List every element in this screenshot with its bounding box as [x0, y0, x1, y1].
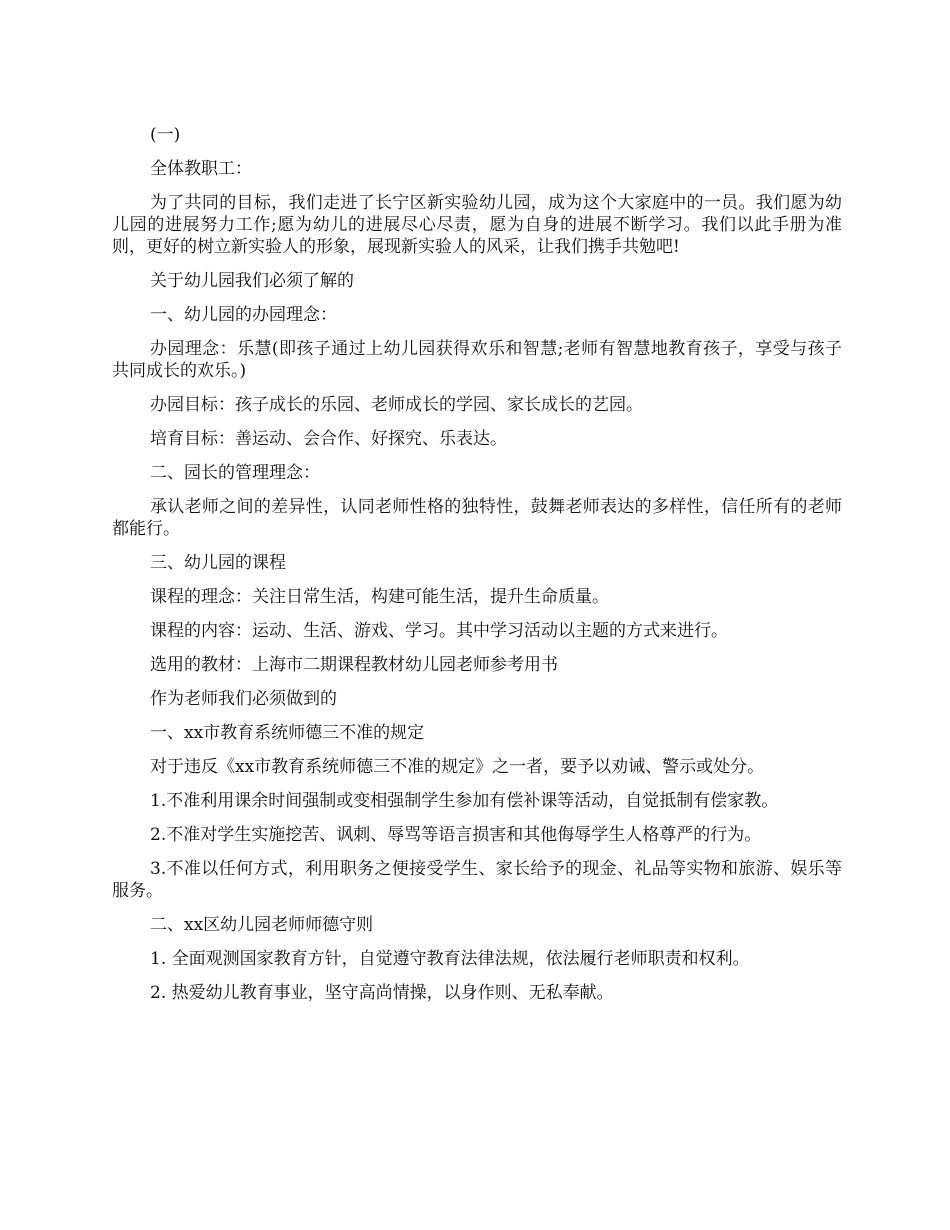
rule-item-1: 1.不准利用课余时间强制或变相强制学生参加有偿补课等活动，自觉抵制有偿家教。 [150, 791, 779, 811]
rule-item-3: 3.不准以任何方式，利用职务之便接受学生、家长给予的现金、礼品等实物和旅游、娱乐等服务。 [112, 859, 842, 901]
heading-ethics-code: 二、xx区幼儿园老师师德守则 [150, 915, 374, 935]
document-body [112, 124, 842, 1016]
heading-teacher-duties: 作为老师我们必须做到的 [150, 689, 337, 709]
intro-paragraph: 为了共同的目标，我们走进了长宁区新实验幼儿园，成为这个大家庭中的一员。我们愿为幼儿园的进展努力工作;愿为幼儿的进展尽心尽责，愿为自身的进展不断学习。我们以此手册为准则，更好的树立新实验人的形象，展现新实验人的风采，让我们携手共勉吧! [112, 193, 842, 257]
heading-kindergarten-knowledge: 关于幼儿园我们必须了解的 [150, 271, 354, 291]
paragraph-management: 承认老师之间的差异性，认同老师性格的独特性，鼓舞老师表达的多样性，信任所有的老师都能行。 [112, 497, 842, 539]
paragraph-philosophy: 办园理念：乐慧(即孩子通过上幼儿园获得欢乐和智慧;老师有智慧地教育孩子，享受与孩子共同成长的欢乐。) [112, 339, 842, 381]
paragraph-textbook: 选用的教材：上海市二期课程教材幼儿园老师参考用书 [150, 655, 558, 675]
heading-three-prohibitions: 一、xx市教育系统师德三不准的规定 [150, 723, 425, 743]
heading-philosophy: 一、幼儿园的办园理念： [150, 305, 337, 325]
heading-curriculum: 三、幼儿园的课程 [150, 553, 286, 573]
paragraph-violation: 对于违反《xx市教育系统师德三不准的规定》之一者，要予以劝诫、警示或处分。 [150, 757, 765, 777]
paragraph-goal: 办园目标：孩子成长的乐园、老师成长的学园、家长成长的艺园。 [150, 395, 643, 415]
paragraph-curriculum-content: 课程的内容：运动、生活、游戏、学习。其中学习活动以主题的方式来进行。 [150, 621, 728, 641]
heading-management: 二、园长的管理理念： [150, 463, 320, 483]
paragraph-curriculum-idea: 课程的理念：关注日常生活，构建可能生活，提升生命质量。 [150, 587, 609, 607]
paragraph-training-goal: 培育目标：善运动、会合作、好探究、乐表达。 [150, 429, 507, 449]
section-number: (一) [150, 125, 181, 145]
rule-item-2: 2.不准对学生实施挖苦、讽刺、辱骂等语言损害和其他侮辱学生人格尊严的行为。 [150, 825, 762, 845]
ethics-item-1: 1. 全面观测国家教育方针，自觉遵守教育法律法规，依法履行老师职责和权利。 [150, 949, 750, 969]
salutation: 全体教职工： [150, 159, 252, 179]
ethics-item-2: 2. 热爱幼儿教育事业，坚守高尚情操，以身作则、无私奉献。 [150, 983, 614, 1003]
